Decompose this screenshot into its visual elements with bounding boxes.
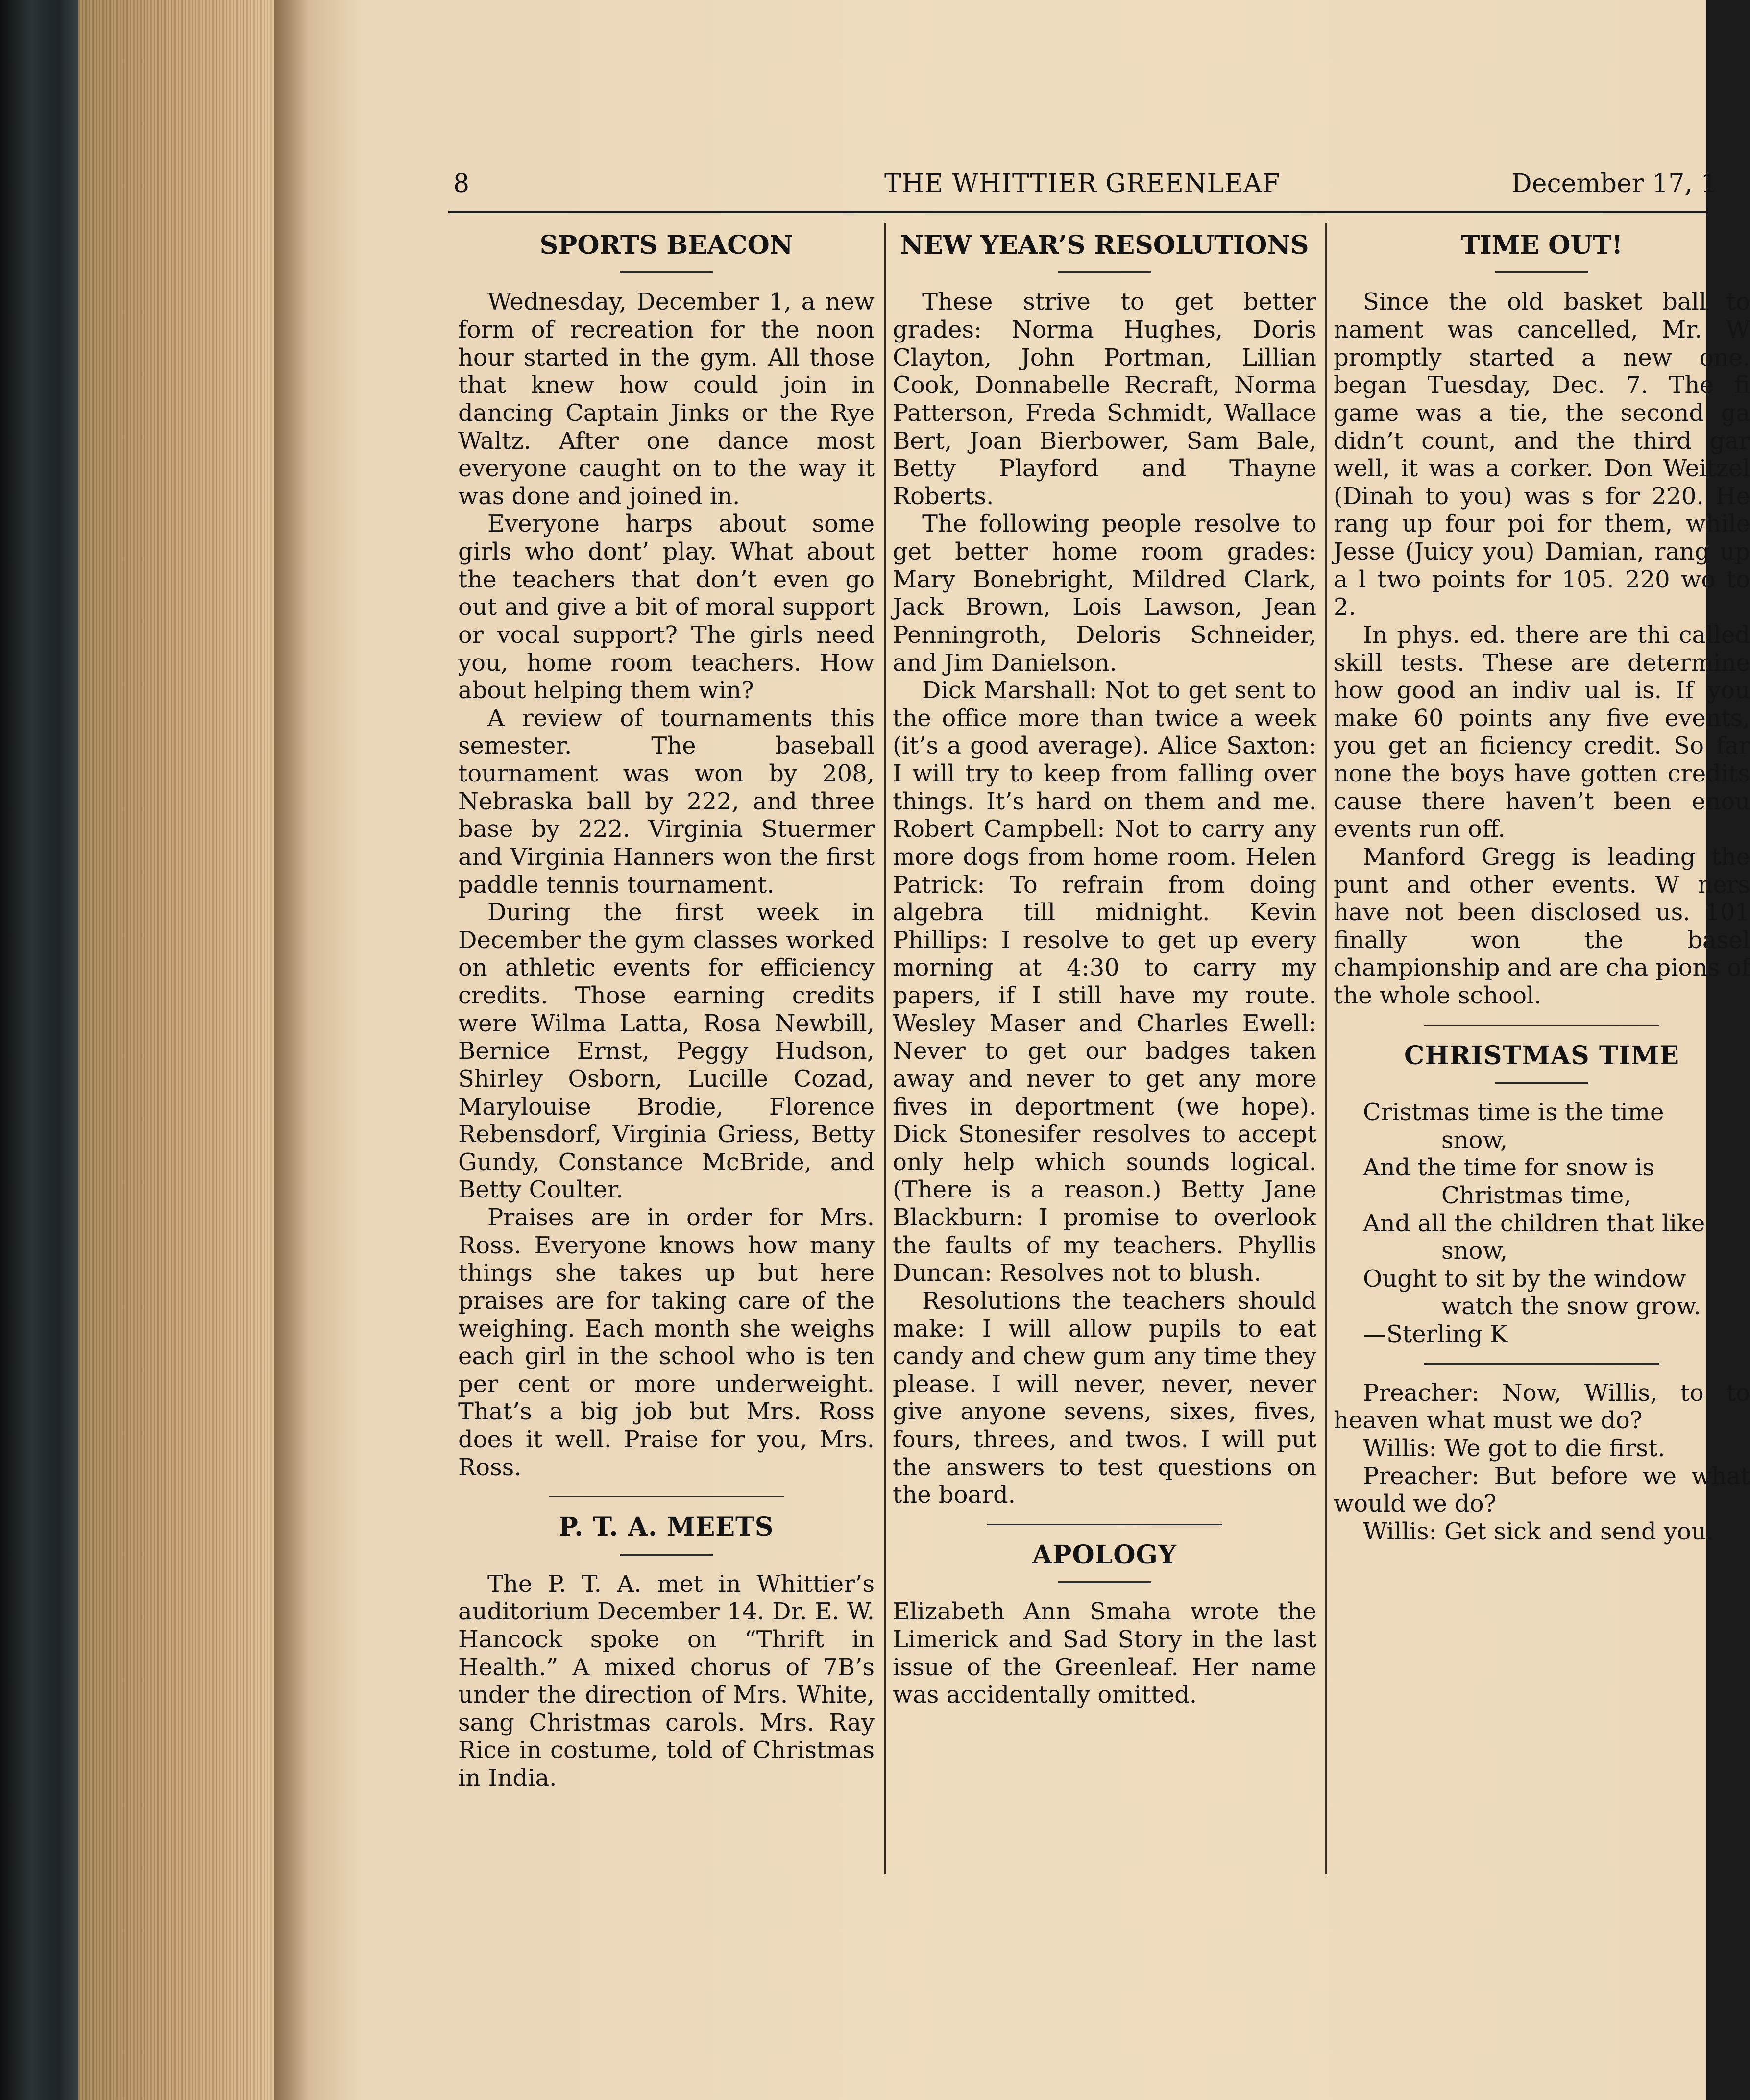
page-header xyxy=(274,169,1717,203)
heading-rule xyxy=(620,271,713,273)
resolutions-paragraph: Dick Marshall: Not to get sent to the office more than twice a week (it’s a good average). Alice Saxton: I will try to keep from falling over things. It’s hard on them and me. Robert Campbell: Not to carry any more dogs from home room. Helen Patrick: To refrain from doing algebra till midnight. Kevin Phillips: I resolve to get up every morning at 4:30 to carry my papers, if I still have my route. Wesley Maser and Charles Ewell: Never to get our badges taken away and never to get any more fives in deportment (we hope). Dick Stonesifer resolves to accept only help which sounds logical. (There is a reason.) Betty Jane Blackburn: I promise to overlook the faults of my teachers. Phyllis Duncan: Resolves not to blush. xyxy=(893,677,1316,1287)
joke-line: Preacher: But before we what would we do? xyxy=(1334,1462,1750,1518)
poem-line: And the time for snow is xyxy=(1363,1154,1654,1182)
issue-date: December 17, 1 xyxy=(1511,169,1717,198)
heading-rule xyxy=(620,1554,713,1556)
newspaper-page xyxy=(274,0,1750,2100)
poem-line: Christmas time, xyxy=(1441,1181,1631,1209)
christmas-time-heading: CHRISTMAS TIME xyxy=(1404,1040,1680,1071)
column-divider xyxy=(1325,223,1327,1874)
section-rule xyxy=(987,1524,1222,1525)
pta-paragraph: The P. T. A. met in Whittier’s auditorium December 14. Dr. E. W. Hancock spoke on “Thrift in Health.” A mixed chorus of 7B’s under the direction of Mrs. White, sang Christmas carols. Mrs. Ray Rice in costume, told of Christmas in India. xyxy=(458,1570,875,1792)
newspaper-title: THE WHITTIER GREENLEAF xyxy=(884,169,1281,198)
section-rule xyxy=(1424,1025,1659,1026)
page-number: 8 xyxy=(453,169,470,198)
sports-beacon-heading: SPORTS BEACON xyxy=(539,230,793,260)
poem-line: Ought to sit by the window xyxy=(1363,1265,1686,1293)
sports-paragraph: A review of tournaments this semester. The baseball tournament was won by 208, Nebraska ball by 222, and three base by 222. Virginia Stuermer and Virginia Hanners won the first paddle tennis tournament. xyxy=(458,704,875,899)
poem-line: snow, xyxy=(1441,1126,1508,1154)
header-rule xyxy=(448,211,1706,213)
heading-rule xyxy=(1058,1581,1151,1583)
apology-heading: APOLOGY xyxy=(1032,1539,1177,1570)
sports-paragraph: During the first week in December the gym classes worked on athletic events for efficiency credits. Those earning credits were Wilma Latta, Rosa Newbill, Bernice Ernst, Peggy Hudson, Shirley Osborn, Lucille Cozad, Marylouise Brodie, Florence Rebensdorf, Virginia Griess, Betty Gundy, Constance McBride, and Betty Coulter. xyxy=(458,899,875,1204)
heading-rule xyxy=(1495,1082,1588,1084)
christmas-poem xyxy=(1334,1099,1750,1348)
apology-paragraph: Elizabeth Ann Smaha wrote the Limerick and Sad Story in the last issue of the Greenleaf. Her name was accidentally omitted. xyxy=(893,1598,1316,1709)
book-cover xyxy=(0,0,78,2100)
pta-heading: P. T. A. MEETS xyxy=(559,1512,774,1542)
page-edges xyxy=(78,0,274,2100)
poem-line: Cristmas time is the time xyxy=(1363,1099,1664,1126)
joke-line: Willis: Get sick and send you. xyxy=(1363,1517,1714,1545)
resolutions-heading: NEW YEAR’S RESOLUTIONS xyxy=(900,230,1309,260)
column-right xyxy=(1334,230,1750,1545)
joke-line: Preacher: Now, Willis, to to heaven what must we do? xyxy=(1334,1379,1750,1435)
column-middle xyxy=(893,230,1316,1709)
column-divider xyxy=(884,223,886,1874)
heading-rule xyxy=(1058,271,1151,273)
time-out-paragraph: In phys. ed. there are thi called skill tests. These are determine how good an indiv ual is. If you make 60 points any five events, you get an ficiency credit. So far none the boys have gotten credits cause there haven’t been enou events run off. xyxy=(1334,621,1750,843)
time-out-heading: TIME OUT! xyxy=(1460,230,1623,260)
poem-line: And all the children that like xyxy=(1363,1209,1705,1237)
resolutions-paragraph: Resolutions the teachers should make: I will allow pupils to eat candy and chew gum any time they please. I will never, never, never give anyone sevens, sixes, fives, fours, threes, and twos. I will put the answers to test questions on the board. xyxy=(893,1287,1316,1509)
poem-line: snow, xyxy=(1441,1237,1508,1265)
sports-paragraph: Praises are in order for Mrs. Ross. Everyone knows how many things she takes up but here praises are for taking care of the weighing. Each month she weighs each girl in the school who is ten per cent or more underweight. That’s a big job but Mrs. Ross does it well. Praise for you, Mrs. Ross. xyxy=(458,1204,875,1481)
joke-line: Willis: We got to die first. xyxy=(1363,1434,1665,1462)
poem-line: watch the snow grow. xyxy=(1441,1293,1701,1320)
sports-paragraph: Wednesday, December 1, a new form of recreation for the noon hour started in the gym. All those that knew how could join in dancing Captain Jinks or the Rye Waltz. After one dance most everyone caught on to the way it was done and joined in. xyxy=(458,288,875,510)
column-left xyxy=(458,230,875,1792)
sports-paragraph: Everyone harps about some girls who dont’ play. What about the teachers that don’t even go out and give a bit of moral support or vocal support? The girls need you, home room teachers. How about helping them win? xyxy=(458,510,875,705)
section-rule xyxy=(549,1496,784,1497)
time-out-paragraph: Since the old basket ball to nament was cancelled, Mr. W promptly started a new one. began Tuesday, Dec. 7. The fi game was a tie, the second ga didn’t count, and the third gar well, it was a corker. Don Weitzel (Dinah to you) was s for 220. He rang up four poi for them, while Jesse (Juicy you) Damian, rang up a l two points for 105. 220 wo to 2. xyxy=(1334,288,1750,621)
time-out-paragraph: Manford Gregg is leading the punt and other events. W ners have not been disclosed us. 101 finally won the basel championship and are cha pions of the whole school. xyxy=(1334,843,1750,1010)
resolutions-paragraph: The following people resolve to get better home room grades: Mary Bonebright, Mildred Clark, Jack Brown, Lois Lawson, Jean Penningroth, Deloris Schneider, and Jim Danielson. xyxy=(893,510,1316,677)
poem-signature: —Sterling K xyxy=(1363,1320,1507,1348)
resolutions-paragraph: These strive to get better grades: Norma Hughes, Doris Clayton, John Portman, Lillian Cook, Donnabelle Recraft, Norma Patterson, Freda Schmidt, Wallace Bert, Joan Bierbower, Sam Bale, Betty Playford and Thayne Roberts. xyxy=(893,288,1316,510)
heading-rule xyxy=(1495,271,1588,273)
section-rule xyxy=(1424,1363,1659,1365)
